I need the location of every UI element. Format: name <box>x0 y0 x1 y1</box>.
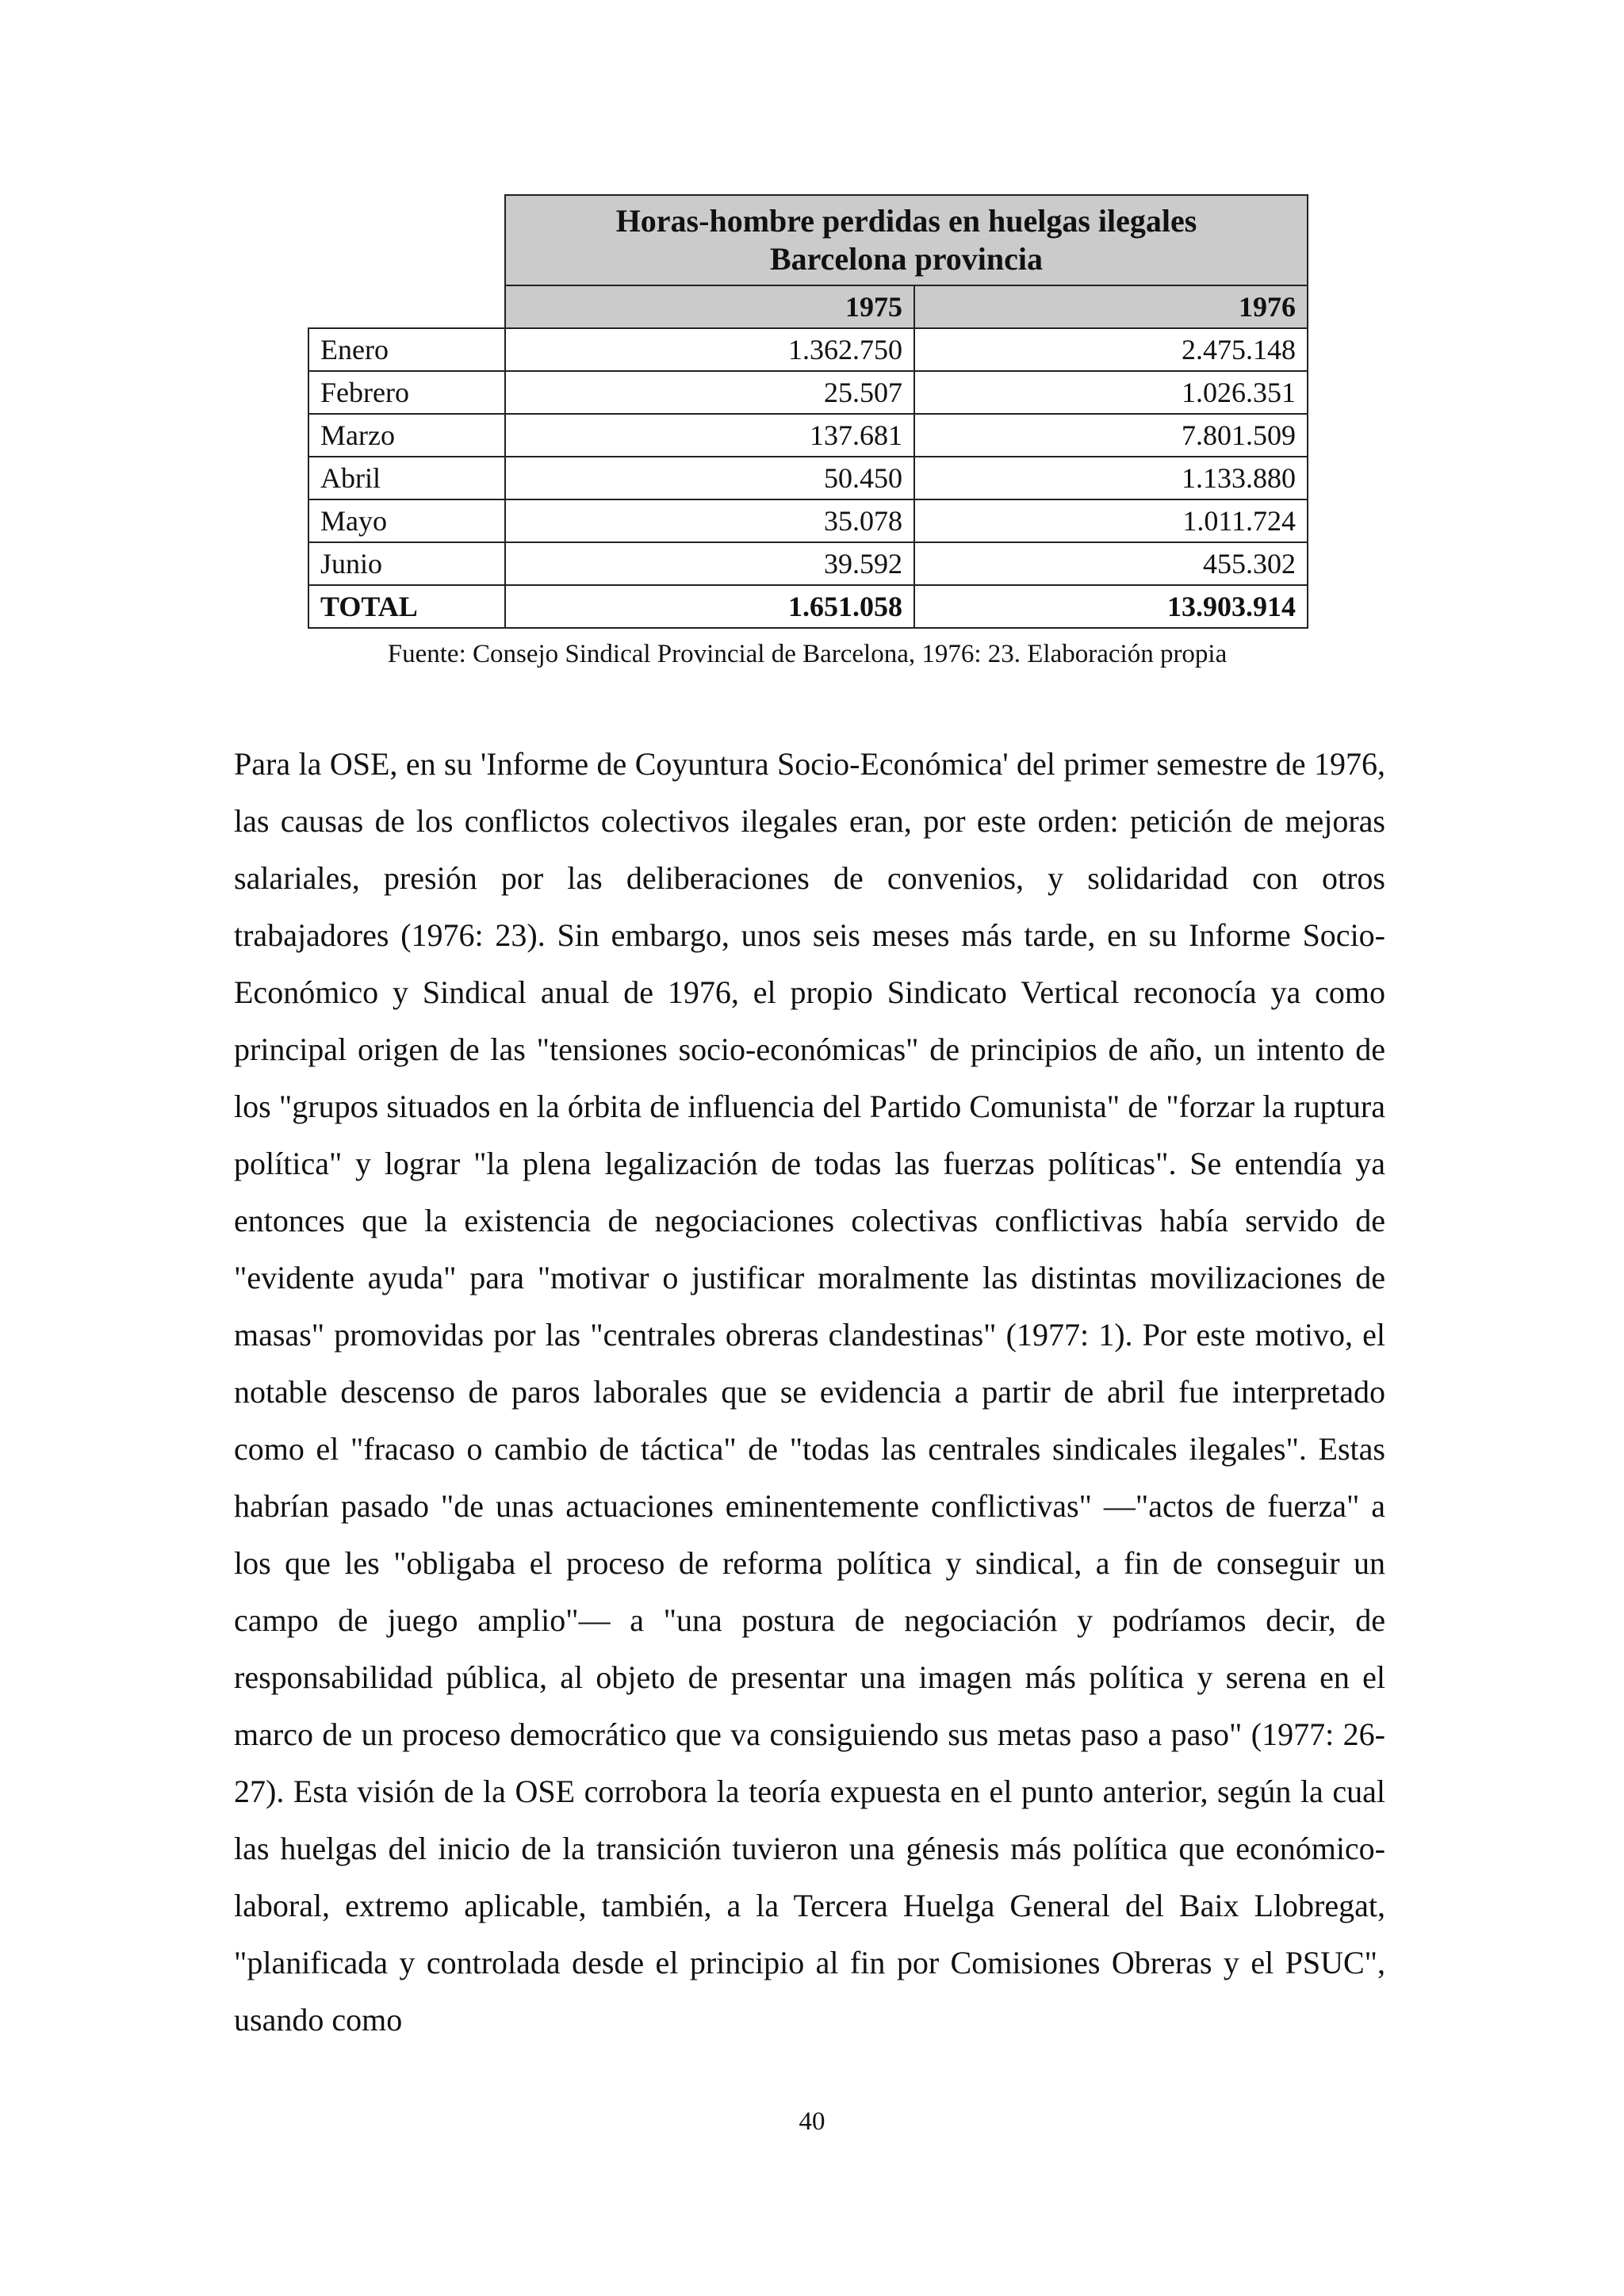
row-month: Junio <box>308 542 505 585</box>
row-value-1976: 1.011.724 <box>914 499 1308 542</box>
row-value-1976: 1.133.880 <box>914 457 1308 499</box>
body-paragraph: Para la OSE, en su 'Informe de Coyuntura Socio-Económica' del primer semestre de 1976, las causas de los conflictos colectivos ilegales eran, por este orden: petición de mejoras salariales, presión por las deliberaciones de convenios, y solidaridad con otros trabajadores (1976: 23). Sin embargo, unos seis meses más tarde, en su Informe Socio-Económico y Sindical anual de 1976, el propio Sindicato Vertical reconocía ya como principal origen de las "tensiones socio-económicas" de principios de año, un intento de los "grupos situados en la órbita de influencia del Partido Comunista" de "forzar la ruptura política" y lograr "la plena legalización de todas las fuerzas políticas". Se entendía ya entonces que la existencia de negociaciones colectivas conflictivas había servido de "evidente ayuda" para "motivar o justificar moralmente las distintas movilizaciones de masas" promovidas por las "centrales obreras clandestinas" (1977: 1). Por este motivo, el notable descenso de paros laborales que se evidencia a partir de abril fue interpretado como el "fracaso o cambio de táctica" de "todas las centrales sindicales ilegales". Estas habrían pasado "de unas actuaciones eminentemente conflictivas" —"actos de fuerza" a los que les "obligaba el proceso de reforma política y sindical, a fin de conseguir un campo de juego amplio"— a "una postura de negociación y podríamos decir, de responsabilidad pública, al objeto de presentar una imagen más política y serena en el marco de un proceso democrático que va consiguiendo sus metas paso a paso" (1977: 26-27). Esta visión de la OSE corrobora la teoría expuesta en el punto anterior, según la cual las huelgas del inicio de la transición tuvieron una génesis más política que económico-laboral, extremo aplicable, también, a la Tercera Huelga General del Baix Llobregat, "planificada y controlada desde el principio al fin por Comisiones Obreras y el PSUC", usando como <box>234 746 1385 2038</box>
total-value-1975: 1.651.058 <box>505 585 914 628</box>
table-row <box>308 499 1308 542</box>
row-value-1976: 1.026.351 <box>914 371 1308 414</box>
row-month: Mayo <box>308 499 505 542</box>
header-year-1975: 1975 <box>505 285 914 328</box>
row-value-1976: 2.475.148 <box>914 328 1308 371</box>
table-row <box>308 328 1308 371</box>
data-table <box>308 194 1308 629</box>
row-value-1975: 1.362.750 <box>505 328 914 371</box>
table-title: Horas-hombre perdidas en huelgas ilegales <box>615 203 1197 239</box>
strike-hours-table <box>308 194 1307 629</box>
row-month: Marzo <box>308 414 505 457</box>
row-month: Febrero <box>308 371 505 414</box>
table-caption <box>505 195 1308 285</box>
page-number: 40 <box>799 2107 825 2136</box>
header-year-1976: 1976 <box>914 285 1308 328</box>
blank-corner-cell <box>308 195 505 328</box>
row-value-1975: 50.450 <box>505 457 914 499</box>
table-row <box>308 414 1308 457</box>
table-row <box>308 542 1308 585</box>
row-value-1975: 39.592 <box>505 542 914 585</box>
total-label: TOTAL <box>308 585 505 628</box>
table-row <box>308 457 1308 499</box>
row-value-1976: 7.801.509 <box>914 414 1308 457</box>
row-value-1975: 137.681 <box>505 414 914 457</box>
table-source-note: Fuente: Consejo Sindical Provincial de Barcelona, 1976: 23. Elaboración propia <box>387 640 1228 668</box>
table-subtitle: Barcelona provincia <box>769 241 1044 277</box>
row-month: Abril <box>308 457 505 499</box>
table-total-row <box>308 585 1308 628</box>
table-caption-row <box>308 195 1308 285</box>
table-row <box>308 371 1308 414</box>
row-value-1976: 455.302 <box>914 542 1308 585</box>
row-value-1975: 35.078 <box>505 499 914 542</box>
row-value-1975: 25.507 <box>505 371 914 414</box>
total-value-1976: 13.903.914 <box>914 585 1308 628</box>
row-month: Enero <box>308 328 505 371</box>
